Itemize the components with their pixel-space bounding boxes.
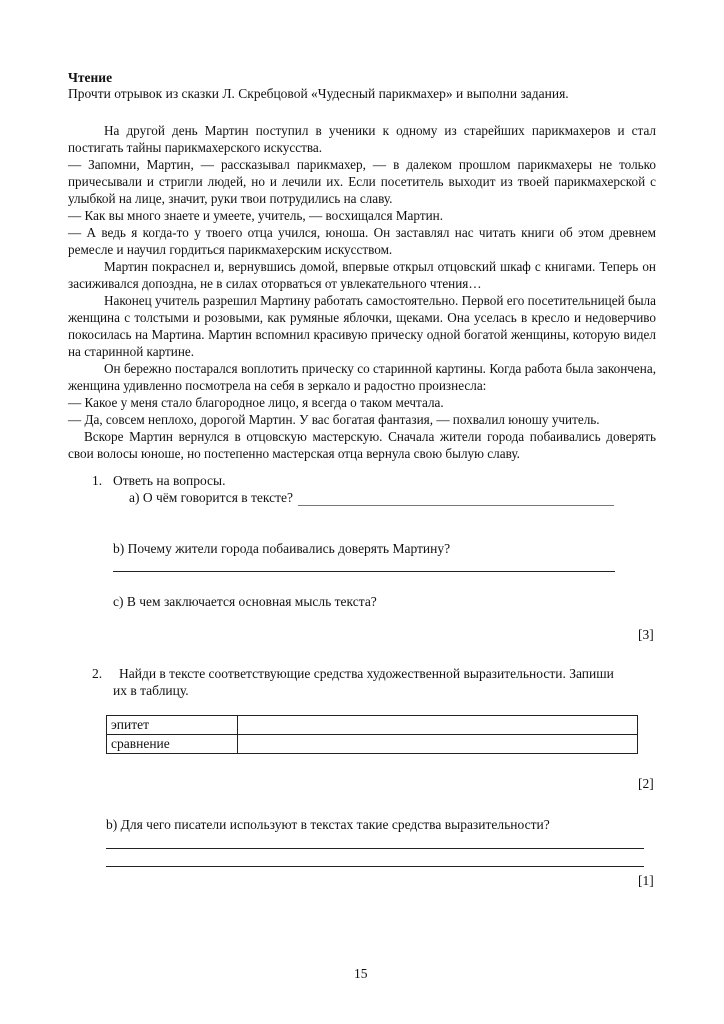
task2-prompt-line1: Найди в тексте соответствующие средства художественной выразительности. Запиши: [119, 666, 614, 681]
story-paragraph: — Как вы много знаете и умеете, учитель, — восхищался Мартин.: [68, 208, 443, 223]
row-label-comparison: сравнение: [107, 735, 238, 754]
reading-instruction: Прочти отрывок из сказки Л. Скребцовой «Чудесный парикмахер» и выполни задания.: [68, 86, 569, 101]
task1-question-c: c) В чем заключается основная мысль текста?: [113, 594, 377, 609]
answer-cell-comparison[interactable]: [238, 735, 638, 754]
task1-number: 1.: [92, 473, 103, 488]
task2-question-b: b) Для чего писатели используют в текстах такие средства выразительности?: [106, 817, 550, 832]
figures-table: [106, 715, 638, 754]
row-label-epithet: эпитет: [107, 716, 238, 735]
task2-prompt-line2: их в таблицу.: [113, 683, 189, 698]
story-paragraph: Наконец учитель разрешил Мартину работать самостоятельно. Первой его посетительницей была женщина с толстыми и розовыми, как румяные яблочки, щеками. Она уселась в кресло и недоверчиво покосилась на Мартина. Мартин вспомнил красивую прическу одной богатой женщины, которую видел на старинной картине.: [68, 293, 656, 359]
story-paragraph: Он бережно постарался воплотить прическу со старинной картины. Когда работа была закончена, женщина удивленно посмотрела на себя в зеркало и радостно произнесла:: [68, 361, 656, 393]
answer-line-2b-2[interactable]: [106, 866, 644, 867]
answer-line-a[interactable]: [298, 505, 614, 506]
table-row: [107, 735, 638, 754]
story-paragraph: На другой день Мартин поступил в ученики к одному из старейших парикмахеров и стал постигать тайны парикмахерского искусства.: [68, 123, 656, 155]
answer-line-b[interactable]: [113, 571, 615, 572]
answer-cell-epithet[interactable]: [238, 716, 638, 735]
story-excerpt: [68, 122, 656, 462]
answer-line-2b-1[interactable]: [106, 848, 644, 849]
page-number: 15: [354, 966, 368, 981]
story-paragraph: — Какое у меня стало благородное лицо, я всегда о таком мечтала.: [68, 395, 444, 410]
story-paragraph: — Да, совсем неплохо, дорогой Мартин. У вас богатая фантазия, — похвалил юношу учитель.: [68, 412, 600, 427]
task2-marks: [2]: [638, 776, 654, 791]
task1-marks: [3]: [638, 627, 654, 642]
story-paragraph: Мартин покраснел и, вернувшись домой, впервые открыл отцовский шкаф с книгами. Теперь он засиживался допоздна, не в силах оторваться от увлекательного чтения…: [68, 259, 656, 291]
task2-number: 2.: [92, 666, 103, 681]
task1-prompt: Ответь на вопросы.: [113, 473, 226, 488]
task1-question-b: b) Почему жители города побаивались доверять Мартину?: [113, 541, 451, 556]
story-paragraph: — А ведь я когда-то у твоего отца учился, юноша. Он заставлял нас читать книги об этом древнем ремесле и научил гордиться парикмахерским искусством.: [68, 225, 656, 257]
table-row: [107, 716, 638, 735]
section-heading: Чтение: [68, 70, 113, 85]
task1-question-a: а) О чём говорится в тексте?: [129, 490, 294, 505]
story-paragraph: Вскоре Мартин вернулся в отцовскую мастерскую. Сначала жители города побаивались доверять свои волосы юноше, но постепенно мастерская отца вернула свою былую славу.: [68, 429, 656, 461]
task2b-marks: [1]: [638, 873, 654, 888]
story-paragraph: — Запомни, Мартин, — рассказывал парикмахер, — в далеком прошлом парикмахеры не только причесывали и стригли людей, но и лечили их. Если посетитель выходит из твоей парикмахерской с улыбкой на лице, значит, руки твои потрудились на славу.: [68, 157, 656, 206]
